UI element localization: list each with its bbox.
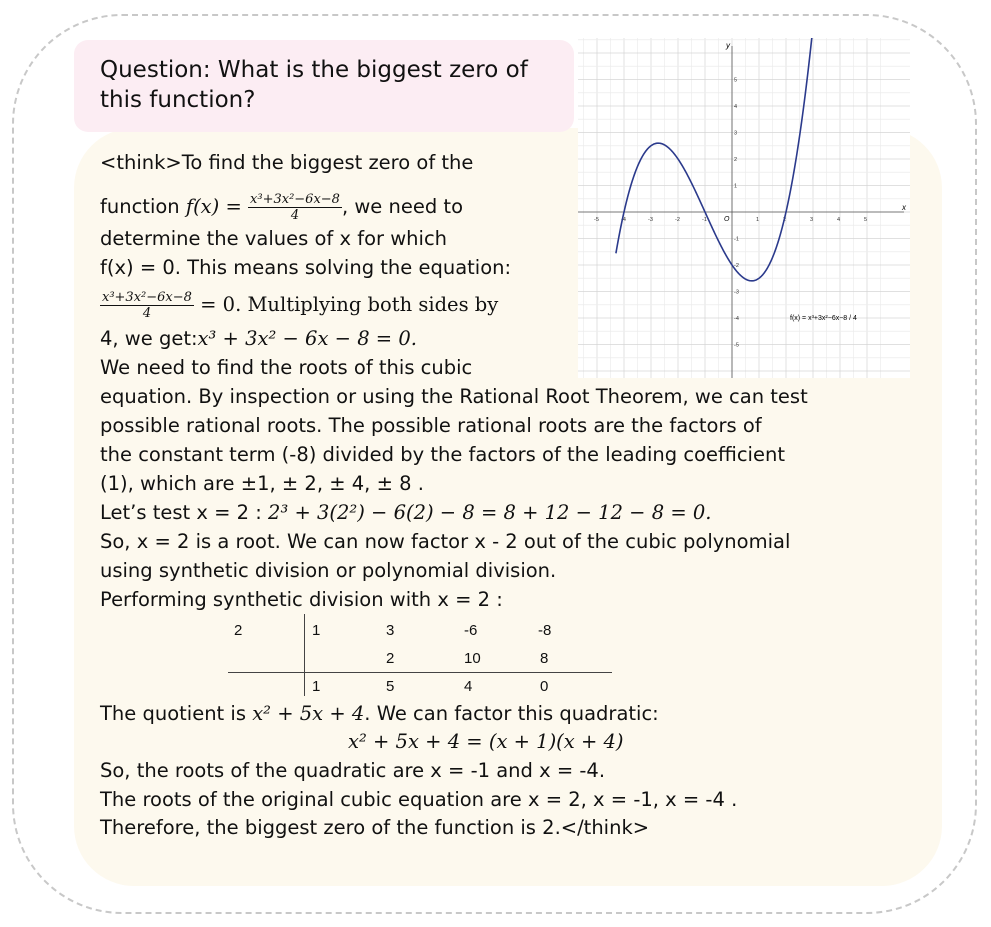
table-cell: 5: [386, 678, 395, 695]
think-line-18: So, the roots of the quadratic are x = -1 and x = -4.: [100, 759, 606, 782]
think-line-16: The quotient is x² + 5x + 4. We can factor this quadratic:: [100, 702, 659, 725]
y-tick-label: 2: [734, 157, 738, 163]
think-line-13: So, x = 2 is a root. We can now factor x - 2 out of the cubic polynomial: [100, 530, 791, 553]
y-tick-label: -2: [734, 263, 739, 269]
fraction: $\frac{\text{x³+3x²−6x−8}}{4}$: [102, 290, 192, 321]
origin-label: O: [724, 216, 730, 223]
think-line-8: equation. By inspection or using the Rational Root Theorem, we can test: [100, 385, 808, 408]
x-tick-label: -4: [621, 217, 626, 223]
x-tick-label: 4: [837, 217, 841, 223]
y-tick-label: -3: [734, 289, 739, 296]
think-line-2: function f(x) = $\frac{\text{x³+3x²−6x−8}}{4}$ , we need to: [100, 192, 463, 223]
x-tick-label: -5: [594, 217, 599, 223]
graph-grid: [578, 38, 910, 378]
table-cell: 0: [540, 678, 549, 695]
y-tick-label: 4: [734, 104, 738, 110]
x-axis-label: x: [902, 203, 906, 212]
think-line-17: x² + 5x + 4 = (x + 1)(x + 4): [348, 730, 624, 753]
think-line-11: (1), which are ±1, ± 2, ± 4, ± 8 .: [100, 472, 424, 495]
x-tick-label: -3: [648, 217, 653, 223]
think-line-5: $\frac{\text{x³+3x²−6x−8}}{4}$ = 0. Multiplying both sides by: [102, 290, 499, 321]
table-cell: -8: [538, 622, 552, 639]
divisor-cell: 2: [234, 622, 243, 639]
table-cell: 10: [464, 650, 481, 667]
x-tick-label: 5: [864, 217, 868, 223]
think-line-3: determine the values of x for which: [100, 227, 448, 250]
table-cell: 1: [312, 622, 321, 639]
y-tick-label: -5: [734, 342, 739, 349]
think-line-19: The roots of the original cubic equation are x = 2, x = -1, x = -4 .: [100, 788, 738, 811]
think-line-7: We need to find the roots of this cubic: [100, 356, 473, 379]
function-curve: [616, 38, 813, 281]
table-divider-vertical: [304, 614, 305, 696]
table-cell: -6: [464, 622, 478, 639]
y-tick-label: 5: [734, 77, 738, 84]
y-tick-label: -4: [734, 316, 739, 322]
y-tick-label: 1: [734, 183, 738, 190]
function-graph: [578, 38, 910, 378]
graph-axes: [578, 46, 904, 378]
fraction: $\frac{\text{x³+3x²−6x−8}}{4}$: [250, 192, 340, 223]
x-tick-label: -2: [675, 217, 680, 223]
table-cell: 8: [540, 650, 549, 667]
think-line-14: using synthetic division or polynomial division.: [100, 559, 557, 582]
think-line-4: f(x) = 0. This means solving the equation:: [100, 256, 512, 279]
synthetic-division-table: [228, 612, 612, 698]
think-line-6: 4, we get:x³ + 3x² − 6x − 8 = 0.: [100, 327, 417, 350]
think-line-15: Performing synthetic division with x = 2 :: [100, 588, 503, 611]
x-tick-label: -1: [702, 217, 707, 223]
table-cell: 2: [386, 650, 395, 667]
x-tick-label: 3: [810, 217, 814, 223]
x-tick-label: 1: [756, 217, 760, 223]
think-line-12: Let’s test x = 2 : 2³ + 3(2²) − 6(2) − 8 = 8 + 12 − 12 − 8 = 0.: [100, 501, 712, 524]
graph-tick-labels: [594, 78, 867, 349]
table-cell: 3: [386, 622, 395, 639]
x-tick-label: 2: [783, 217, 787, 223]
think-line-9: possible rational roots. The possible rational roots are the factors of: [100, 414, 762, 437]
y-tick-label: 3: [734, 130, 738, 137]
y-axis-label: y: [726, 41, 730, 50]
think-line-20: Therefore, the biggest zero of the function is 2.</think>: [100, 816, 650, 839]
question-text: Question: What is the biggest zero of this function?: [100, 57, 528, 113]
table-divider-horizontal: [228, 672, 612, 673]
table-cell: 4: [464, 678, 473, 695]
think-line-1: <think>To find the biggest zero of the: [100, 151, 474, 174]
graph-legend: f(x) = x³+3x²−6x−8 / 4: [790, 315, 857, 322]
think-line-10: the constant term (-8) divided by the factors of the leading coefficient: [100, 443, 785, 466]
table-cell: 1: [312, 678, 321, 695]
y-tick-label: -1: [734, 236, 739, 243]
